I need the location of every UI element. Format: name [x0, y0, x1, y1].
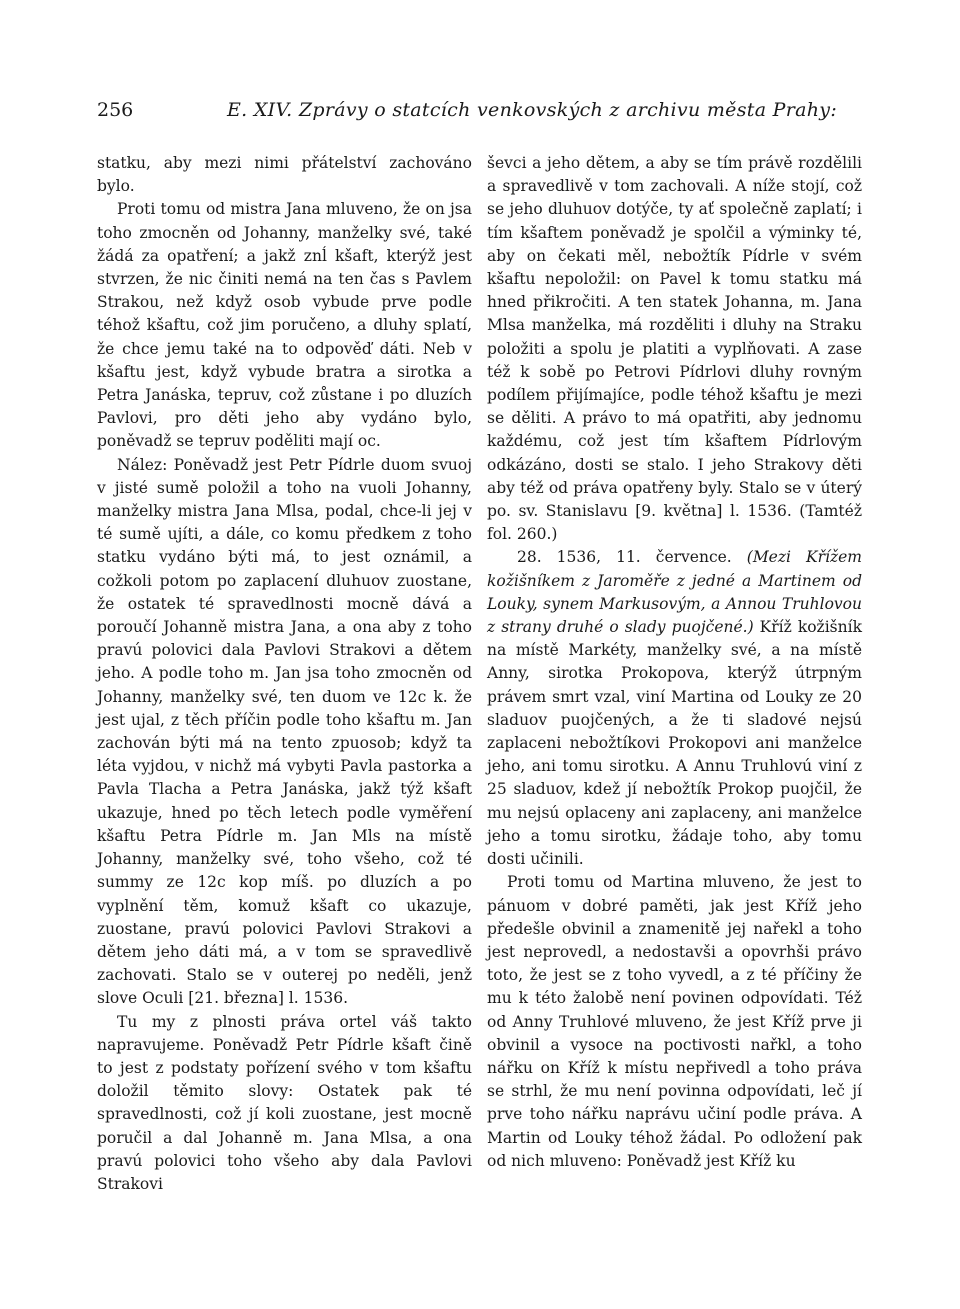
paragraph: statku, aby mezi nimi přátelství zachováno bylo. [97, 154, 472, 196]
page-number: 256 [97, 99, 134, 121]
paragraph: Proti tomu od Martina mluveno, že jest to pánuom v dobré paměti, jak jest Kříž jeho předešle obvinil a znamenitě jej nařekl a toho jest neprovedl, a nedostavši a opovrhši právo toto, že jest se z toho vyvedl, a z té příčiny že mu k této žalobě není povinen odpovídati. Též od Anny Truhlové mluveno, že jest Kříž prve ji obvinil a vysoce na poctivosti nařkl, a toho nářku on Kříž k místu nepřivedl a toho práva se strhl, že mu není povinna odpovídati, leč jí prve toho nářku naprávu učiní podle práva. A Martin od Louky téhož žádal. Po odložení pak od nich mluveno: Poněvadž jest Kříž ku [487, 873, 862, 1170]
entry-paragraph [487, 546, 862, 871]
running-header [97, 97, 862, 123]
paragraph: Nález: Poněvadž jest Petr Pídrle duom svuoj v jisté sumě položil a toho na vuoli Johanny, manželky mistra Jana Mlsa, podal, chce-li jej v té sumě ujíti, a dále, co komu předkem z toho statku vydáno býti má, to jest oznámil, a cožkoli potom po zaplacení dluhuov zuostane, že ostatek té spravedlnosti mocně dává a poroučí Johanně mistra Jana, a ona aby z toho pravú polovici dala Pavlovi Strakovi a dětem jeho. A podle toho m. Jan jsa toho zmocněn od Johanny, manželky své, ten duom ve 12c k. že jest ujal, z těch příčin podle toho kšaftu m. Jan zachován býti má na tento zpuosob; když ta léta vyjdou, v nichž má vybyti Pavla pastorka a Pavla Tlacha a Petra Janáska, jakž týž kšaft ukazuje, hned po těch letech podle vyměření kšaftu Petra Pídrle m. Jan Mls na místě Johanny, manželky své, toho všeho, což té summy ze 12c kop míš. po dluzích a po vyplnění těm, komuž kšaft co ukazuje, zuostane, pravú polovici Pavlovi Strakovi a dětem jeho dáti má, a v tom se spravedlivě zachovati. Stalo se v outerej po neděli, jenž slove Oculi [21. března] l. 1536. [97, 455, 472, 1008]
paragraph: Tu my z plnosti práva ortel váš takto napravujeme. Poněvadž Petr Pídrle kšaft čině to jest z podstaty pořízení svého v tom kšaftu doložil těmito slovy: Ostatek pak té spravedlnosti, což jí koli zuostane, jest mocně poručil a dal Johanně m. Jana Mlsa, a ona pravú polovici toho všeho aby dala Pavlovi Strakovi [97, 1012, 472, 1193]
entry-body: Kříž kožišník na místě Markéty, manželky své, a na místě Anny, sirotka Prokopova, kterýž útrpným právem smrt vzal, viní Martina od Louky ze 20 sladuov puojčených, a že ti sladové nejsú zaplaceni nebožtíkovi Prokopovi ani manželce jeho, ani tomu sirotku. A Annu Truhlovú viní z 25 sladuov, kdež jí nebožtík Prokop puojčil, že mu nejsú oplaceny ani zaplaceny, ani manželce jeho a tomu sirotku, žádaje toho, aby tomu dosti učinili. [487, 618, 862, 869]
entry-date: 28. 1536, 11. července. [517, 548, 732, 567]
entry-heading: (Mezi Křížem kožišníkem z Jaroměře z jedné a Martinem od Louky, synem Markusovým, a Annou Truhlovou z strany druhé o slady puojčené.) [487, 548, 862, 637]
left-column [97, 152, 472, 1196]
paragraph: Proti tomu od mistra Jana mluveno, že on jsa toho zmocněn od Johanny, manželky své, také žádá za opatření; a jakž znĺ kšaft, kterýž jest stvrzen, že nic činiti nemá na ten čas s Pavlem Strakou, než když osob vybude prve podle téhož kšaftu, což jim poručeno, a dluhy splatí, že chce jemu také na to odpověď dáti. Neb v kšaftu jest, když vybude bratra a sirotka a Petra Janáska, tepruv, což zůstane i po dluzích Pavlovi, pro děti jeho aby vydáno bylo, poněvadž se tepruv poděliti mají oc. [97, 200, 472, 451]
right-column [487, 152, 862, 1173]
running-title: E. XIV. Zprávy o statcích venkovských z archivu města Prahy: [227, 99, 838, 121]
paragraph: ševci a jeho dětem, a aby se tím právě rozdělili a spravedlivě v tom zachovali. A níže stojí, což se jeho dluhuov dotýče, ty ať společně zaplatí; i tím kšaftem poněvadž je spolčil a výminky té, aby on čekati měl, nebožtík Pídrle v svém kšaftu nepoložil: on Pavel k tomu statku má hned přikročiti. A ten statek Johanna, m. Jana Mlsa manželka, má rozděliti i dluhy na Straku položiti a spolu je platiti a vyplňovati. A zase též k sobě po Petrovi Pídrlovi dluhy rovným podílem přijímajíce, podle téhož kšaftu je mezi se děliti. A právo to má opatřiti, aby jednomu každému, což jest tím kšaftem Pídrlovým odkázáno, dosti se stalo. I jeho Strakovy děti aby též od práva opatřeny byly. Stalo se v úterý po. sv. Stanislavu [9. května] l. 1536. (Tamtéž fol. 260.) [487, 154, 862, 544]
